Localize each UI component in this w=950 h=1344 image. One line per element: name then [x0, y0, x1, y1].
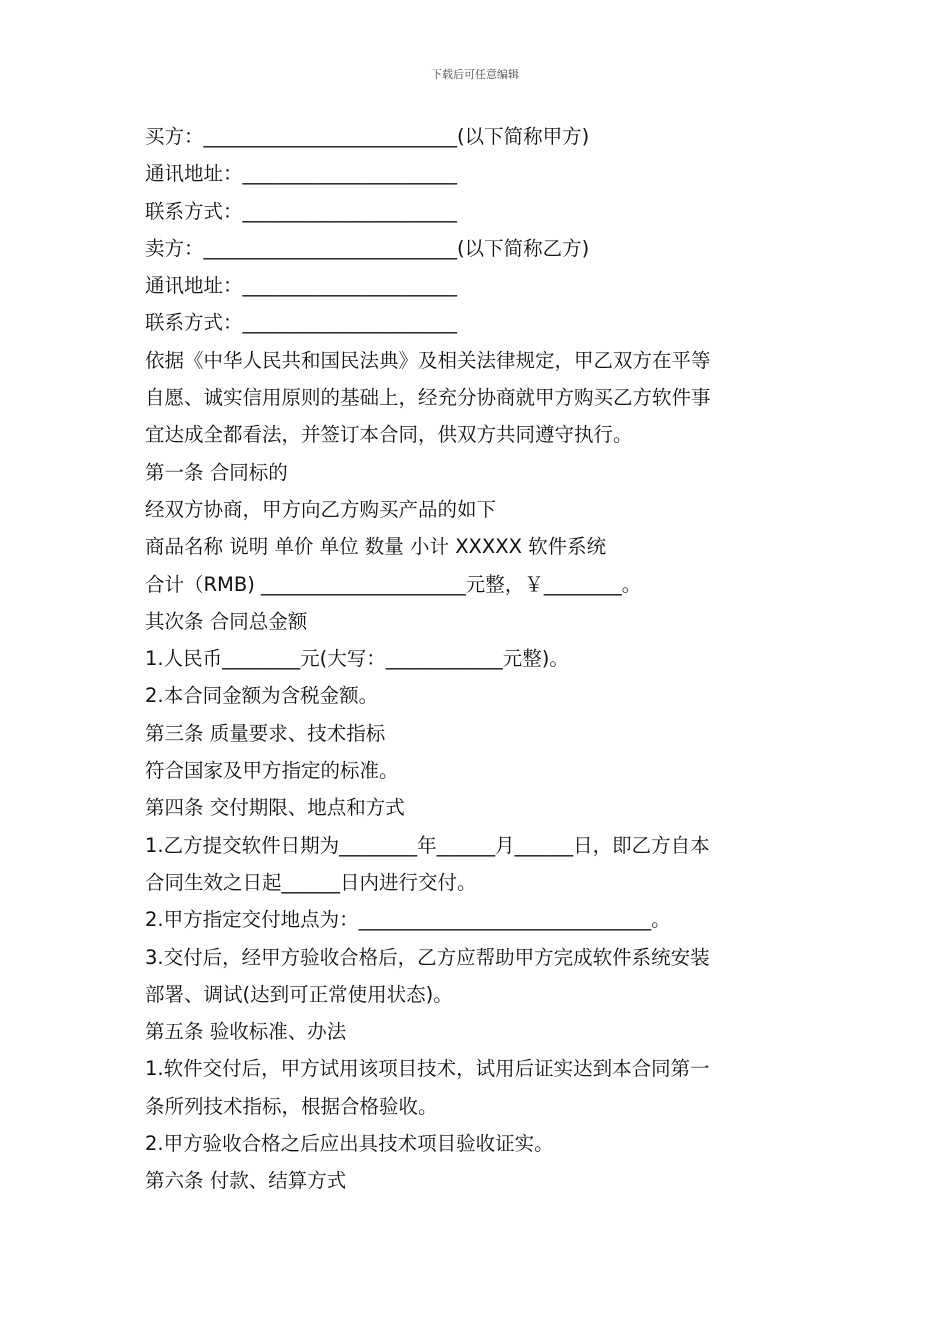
seller-address-line: 通讯地址：______________________	[145, 274, 458, 298]
contract-body	[145, 118, 815, 1200]
seller-contact-line: 联系方式：______________________	[145, 311, 458, 335]
article-heading: 第五条 验收标准、办法	[145, 1020, 347, 1044]
product-line: 商品名称 说明 单价 单位 数量 小计 XXXXX 软件系统	[145, 535, 607, 559]
buyer-contact-line: 联系方式：______________________	[145, 199, 458, 223]
clause-line: 2.本合同金额为含税金额。	[145, 684, 379, 708]
buyer-line: 买方：__________________________(以下简称甲方)	[145, 125, 590, 148]
article-heading: 其次条 合同总金额	[145, 609, 308, 633]
clause-line: 1.软件交付后，甲方试用该项目技术，试用后证实达到本合同第一	[145, 1057, 710, 1081]
preamble-line: 宜达成全都看法，并签订本合同，供双方共同遵守执行。	[145, 423, 633, 447]
seller-line: 卖方：__________________________(以下简称乙方)	[145, 236, 590, 260]
buyer-address-line: 通讯地址：______________________	[145, 162, 458, 186]
page-header: 下载后可任意编辑	[431, 68, 519, 81]
article-heading: 第四条 交付期限、地点和方式	[145, 796, 405, 820]
article-heading: 第一条 合同标的	[145, 460, 288, 484]
article-heading: 第三条 质量要求、技术指标	[145, 721, 386, 745]
clause-line: 1.人民币________元(大写：____________元整)。	[145, 647, 569, 671]
clause-line: 条所列技术指标，根据合格验收。	[145, 1094, 438, 1118]
total-line: 合计（RMB) _____________________元整，￥________。	[145, 572, 642, 596]
clause-line: 1.乙方提交软件日期为________年______月______日，即乙方自本	[145, 833, 710, 857]
clause-line: 2.甲方验收合格之后应出具技术项目验收证实。	[145, 1132, 554, 1156]
clause-line: 3.交付后，经甲方验收合格后，乙方应帮助甲方完成软件系统安装	[145, 945, 710, 969]
clause-line: 合同生效之日起______日内进行交付。	[145, 870, 477, 894]
clause-line: 2.甲方指定交付地点为：______________________________。	[145, 908, 671, 932]
clause-line: 部署、调试(达到可正常使用状态)。	[145, 982, 453, 1006]
paragraph-line: 符合国家及甲方指定的标准。	[145, 759, 399, 783]
paragraph-line: 经双方协商，甲方向乙方购买产品的如下	[145, 497, 497, 521]
article-heading: 第六条 付款、结算方式	[145, 1169, 347, 1193]
preamble-line: 自愿、诚实信用原则的基础上，经充分协商就甲方购买乙方软件事	[145, 386, 711, 410]
preamble-line: 依据《中华人民共和国民法典》及相关法律规定，甲乙双方在平等	[145, 348, 711, 372]
